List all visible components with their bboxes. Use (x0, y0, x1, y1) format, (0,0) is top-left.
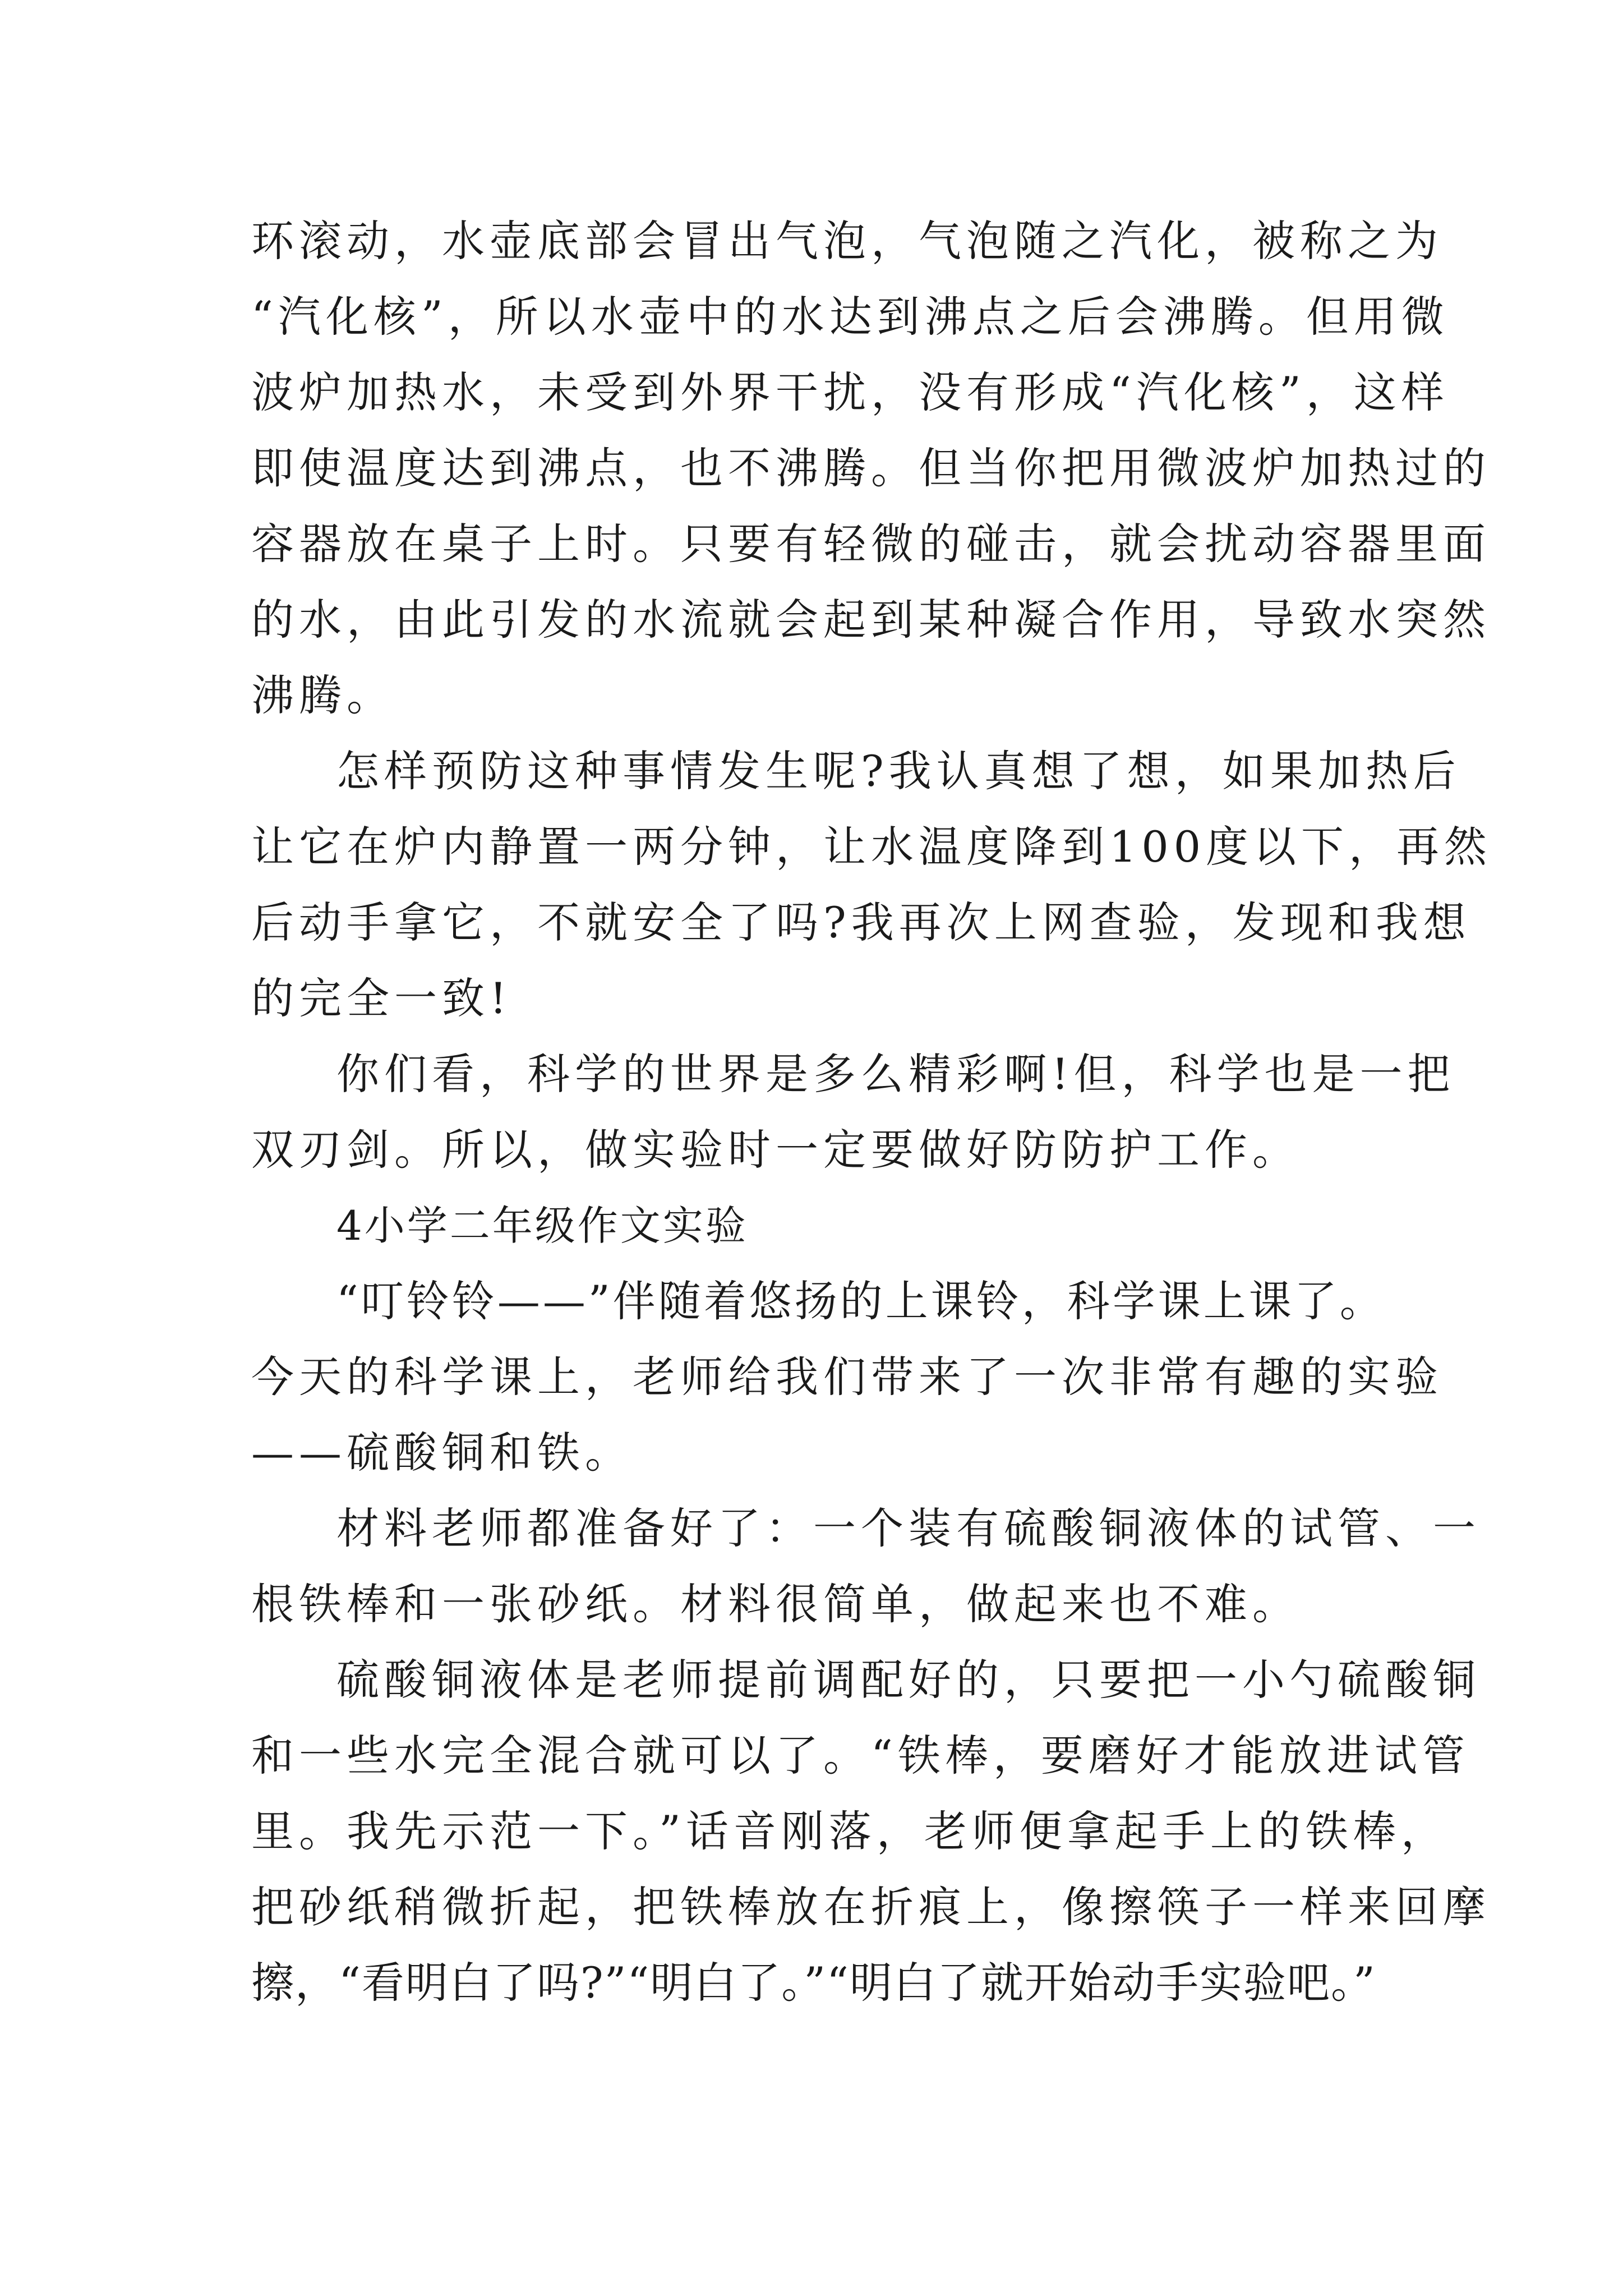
text-line: 后动手拿它，不就安全了吗?我再次上网查验，发现和我想 (251, 898, 1471, 947)
paragraph-first-line: 怎样预防这种事情发生呢?我认真想了想，如果加热后 (336, 746, 1461, 796)
text-line: 环滚动，水壶底部会冒出气泡，气泡随之汽化，被称之为 (251, 216, 1443, 266)
text-line: “汽化核”，所以水壶中的水达到沸点之后会沸腾。但用微 (251, 292, 1449, 342)
text-line: 波炉加热水，未受到外界干扰，没有形成“汽化核”，这样 (251, 367, 1449, 417)
text-line: 即使温度达到沸点，也不沸腾。但当你把用微波炉加热过的 (251, 443, 1491, 493)
text-line: 把砂纸稍微折起，把铁棒放在折痕上，像擦筷子一样来回摩 (251, 1882, 1491, 1932)
text-line: 沸腾。 (251, 670, 394, 720)
text-line: 今天的科学课上，老师给我们带来了一次非常有趣的实验 (251, 1352, 1443, 1402)
paragraph-first-line: 材料老师都准备好了：一个装有硫酸铜液体的试管、一 (336, 1503, 1481, 1553)
text-line: 让它在炉内静置一两分钟，让水温度降到100度以下，再然 (251, 822, 1492, 872)
text-line: 容器放在桌子上时。只要有轻微的碰击，就会扰动容器里面 (251, 519, 1491, 569)
text-line: ——硫酸铜和铁。 (251, 1428, 633, 1478)
text-line: 的水，由此引发的水流就会起到某种凝合作用，导致水突然 (251, 595, 1491, 645)
section-heading: 4小学二年级作文实验 (336, 1202, 748, 1249)
text-line: 根铁棒和一张砂纸。材料很简单，做起来也不难。 (251, 1579, 1300, 1629)
text-line: 的完全一致! (251, 973, 512, 1023)
text-line: 擦，“看明白了吗?”“明白了。”“明白了就开始动手实验吧。” (251, 1958, 1376, 2008)
text-line: 里。我先示范一下。”话音刚落，老师便拿起手上的铁棒， (251, 1806, 1449, 1856)
paragraph-first-line: 硫酸铜液体是老师提前调配好的，只要把一小勺硫酸铜 (336, 1655, 1481, 1705)
text-line: 和一些水完全混合就可以了。“铁棒，要磨好才能放进试管 (251, 1731, 1470, 1780)
paragraph-first-line: “叮铃铃——”伴随着悠扬的上课铃，科学课上课了。 (336, 1276, 1385, 1326)
paragraph-first-line: 你们看，科学的世界是多么精彩啊!但，科学也是一把 (336, 1049, 1455, 1099)
text-line: 双刃剑。所以，做实验时一定要做好防防护工作。 (251, 1125, 1300, 1175)
